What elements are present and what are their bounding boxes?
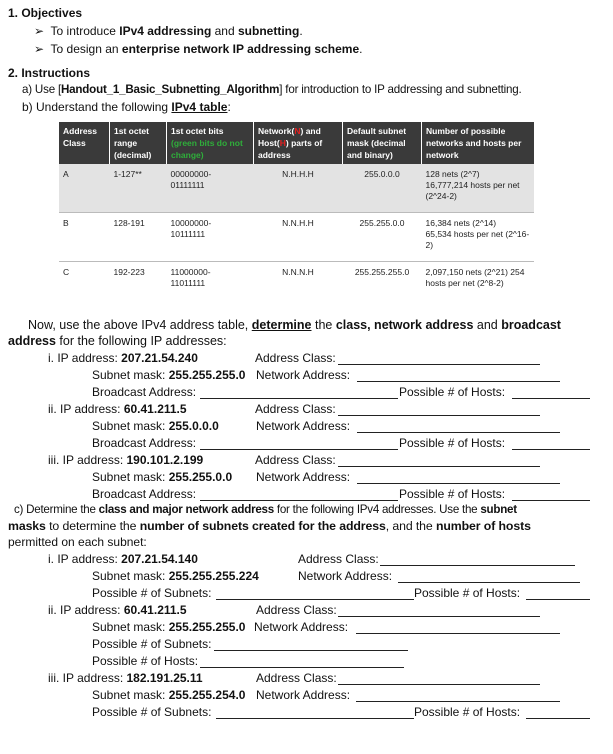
possible-hosts-label: Possible # of Hosts: bbox=[399, 436, 506, 450]
cell-mask: 255.0.0.0 bbox=[343, 164, 422, 213]
bullet-arrow-icon: ➢ bbox=[34, 24, 45, 38]
possible-subnets-label: Possible # of Subnets: bbox=[92, 586, 212, 600]
header-network-host: Network(N) and Host(H) parts of address bbox=[254, 122, 343, 164]
partb-item-2-mask: Subnet mask: 255.0.0.0 bbox=[92, 419, 219, 433]
network-address-blank[interactable] bbox=[398, 582, 580, 583]
partc-item-3-ip: iii. IP address: 182.191.25.11 bbox=[48, 671, 203, 685]
broadcast-address-blank[interactable] bbox=[200, 398, 398, 399]
cell-class: B bbox=[59, 213, 110, 262]
header-networks-hosts: Number of possible networks and hosts per network bbox=[422, 122, 535, 164]
partb-item-2-ip: ii. IP address: 60.41.211.5 bbox=[48, 402, 187, 416]
possible-hosts-blank[interactable] bbox=[512, 398, 590, 399]
cell-network-host: N.H.H.H bbox=[254, 164, 343, 213]
partc-item-1-mask: Subnet mask: 255.255.255.224 bbox=[92, 569, 259, 583]
possible-hosts-blank[interactable] bbox=[512, 449, 590, 450]
possible-hosts-blank[interactable] bbox=[200, 667, 404, 668]
address-class-blank[interactable] bbox=[338, 466, 540, 467]
network-address-label: Network Address: bbox=[256, 368, 351, 382]
cell-range: 128-191 bbox=[110, 213, 167, 262]
network-address-blank[interactable] bbox=[356, 701, 560, 702]
partb-intro-line1: Now, use the above IPv4 address table, determine the class, network address and broadcast bbox=[28, 318, 561, 332]
header-octet-bits: 1st octet bits (green bits do not change) bbox=[167, 122, 254, 164]
address-class-blank[interactable] bbox=[338, 364, 540, 365]
partc-item-3-mask: Subnet mask: 255.255.254.0 bbox=[92, 688, 246, 702]
cell-mask: 255.255.0.0 bbox=[343, 213, 422, 262]
partb-item-1-mask: Subnet mask: 255.255.255.0 bbox=[92, 368, 246, 382]
partb-item-3-ip: iii. IP address: 190.101.2.199 bbox=[48, 453, 204, 467]
network-address-blank[interactable] bbox=[356, 633, 560, 634]
network-address-label: Network Address: bbox=[298, 569, 393, 583]
partc-item-1-ip: i. IP address: 207.21.54.140 bbox=[48, 552, 198, 566]
ipv4-table bbox=[59, 122, 534, 302]
possible-hosts-blank[interactable] bbox=[512, 500, 590, 501]
header-address-class: Address Class bbox=[59, 122, 110, 164]
network-address-label: Network Address: bbox=[256, 688, 351, 702]
objective-item-2: ➢ To design an enterprise network IP addressing scheme. bbox=[34, 42, 363, 56]
table-header-row bbox=[59, 122, 534, 164]
possible-subnets-label: Possible # of Subnets: bbox=[92, 705, 212, 719]
possible-subnets-blank[interactable] bbox=[216, 599, 414, 600]
cell-class: A bbox=[59, 164, 110, 213]
cell-class: C bbox=[59, 262, 110, 303]
possible-hosts-blank[interactable] bbox=[526, 599, 590, 600]
address-class-label: Address Class: bbox=[255, 453, 336, 467]
header-octet-range: 1st octet range (decimal) bbox=[110, 122, 167, 164]
partc-intro-line3: permitted on each subnet: bbox=[8, 535, 147, 549]
cell-range: 192-223 bbox=[110, 262, 167, 303]
table-row bbox=[59, 213, 534, 262]
address-class-label: Address Class: bbox=[298, 552, 379, 566]
possible-subnets-blank[interactable] bbox=[216, 718, 414, 719]
partb-item-3-mask: Subnet mask: 255.255.0.0 bbox=[92, 470, 233, 484]
cell-bits: 11000000- 11011111 bbox=[167, 262, 254, 303]
cell-bits: 10000000- 10111111 bbox=[167, 213, 254, 262]
network-address-label: Network Address: bbox=[256, 419, 351, 433]
cell-network-host: N.N.H.H bbox=[254, 213, 343, 262]
broadcast-address-label: Broadcast Address: bbox=[92, 385, 197, 399]
partc-intro-line1: c) Determine the class and major network address for the following IPv4 addresses. Use the subnet bbox=[14, 503, 517, 516]
address-class-label: Address Class: bbox=[255, 351, 336, 365]
possible-hosts-blank[interactable] bbox=[526, 718, 590, 719]
network-address-label: Network Address: bbox=[254, 620, 349, 634]
cell-network-host: N.N.N.H bbox=[254, 262, 343, 303]
possible-hosts-label: Possible # of Hosts: bbox=[92, 654, 199, 668]
objective-item-1: ➢ To introduce IPv4 addressing and subnetting. bbox=[34, 24, 303, 38]
partc-intro-line2: masks to determine the number of subnets created for the address, and the number of hosts bbox=[8, 519, 531, 533]
bullet-arrow-icon: ➢ bbox=[34, 42, 45, 56]
broadcast-address-label: Broadcast Address: bbox=[92, 487, 197, 501]
objectives-heading: 1. Objectives bbox=[8, 6, 83, 20]
broadcast-address-blank[interactable] bbox=[200, 449, 398, 450]
broadcast-address-blank[interactable] bbox=[200, 500, 398, 501]
cell-count: 16,384 nets (2^14) 65,534 hosts per net (2^16-2) bbox=[422, 213, 535, 262]
network-address-blank[interactable] bbox=[357, 381, 560, 382]
address-class-blank[interactable] bbox=[338, 616, 540, 617]
partb-item-1-ip: i. IP address: 207.21.54.240 bbox=[48, 351, 198, 365]
address-class-label: Address Class: bbox=[256, 671, 337, 685]
network-address-blank[interactable] bbox=[357, 483, 560, 484]
possible-hosts-label: Possible # of Hosts: bbox=[414, 705, 521, 719]
possible-subnets-blank[interactable] bbox=[214, 650, 408, 651]
instructions-heading: 2. Instructions bbox=[8, 66, 91, 80]
handout-reference: Handout_1_Basic_Subnetting_Algorithm bbox=[61, 83, 280, 96]
possible-hosts-label: Possible # of Hosts: bbox=[414, 586, 521, 600]
address-class-blank[interactable] bbox=[380, 565, 575, 566]
table-row bbox=[59, 164, 534, 213]
instruction-a: a) Use [Handout_1_Basic_Subnetting_Algorithm] for introduction to IP addressing and subnetting. bbox=[22, 83, 522, 96]
address-class-blank[interactable] bbox=[338, 415, 540, 416]
cell-range: 1-127** bbox=[110, 164, 167, 213]
address-class-label: Address Class: bbox=[256, 603, 337, 617]
cell-mask: 255.255.255.0 bbox=[343, 262, 422, 303]
address-class-label: Address Class: bbox=[255, 402, 336, 416]
cell-count: 2,097,150 nets (2^21) 254 hosts per net (2^8-2) bbox=[422, 262, 535, 303]
address-class-blank[interactable] bbox=[338, 684, 540, 685]
partb-intro-line2: address for the following IP addresses: bbox=[8, 334, 227, 348]
header-default-mask: Default subnet mask (decimal and binary) bbox=[343, 122, 422, 164]
instruction-b: b) Understand the following IPv4 table: bbox=[22, 100, 231, 114]
possible-subnets-label: Possible # of Subnets: bbox=[92, 637, 212, 651]
partc-item-2-mask: Subnet mask: 255.255.255.0 bbox=[92, 620, 246, 634]
cell-count: 128 nets (2^7) 16,777,214 hosts per net (2^24-2) bbox=[422, 164, 535, 213]
network-address-label: Network Address: bbox=[256, 470, 351, 484]
broadcast-address-label: Broadcast Address: bbox=[92, 436, 197, 450]
cell-bits: 00000000- 01111111 bbox=[167, 164, 254, 213]
network-address-blank[interactable] bbox=[357, 432, 560, 433]
possible-hosts-label: Possible # of Hosts: bbox=[399, 385, 506, 399]
table-row bbox=[59, 262, 534, 303]
possible-hosts-label: Possible # of Hosts: bbox=[399, 487, 506, 501]
partc-item-2-ip: ii. IP address: 60.41.211.5 bbox=[48, 603, 187, 617]
